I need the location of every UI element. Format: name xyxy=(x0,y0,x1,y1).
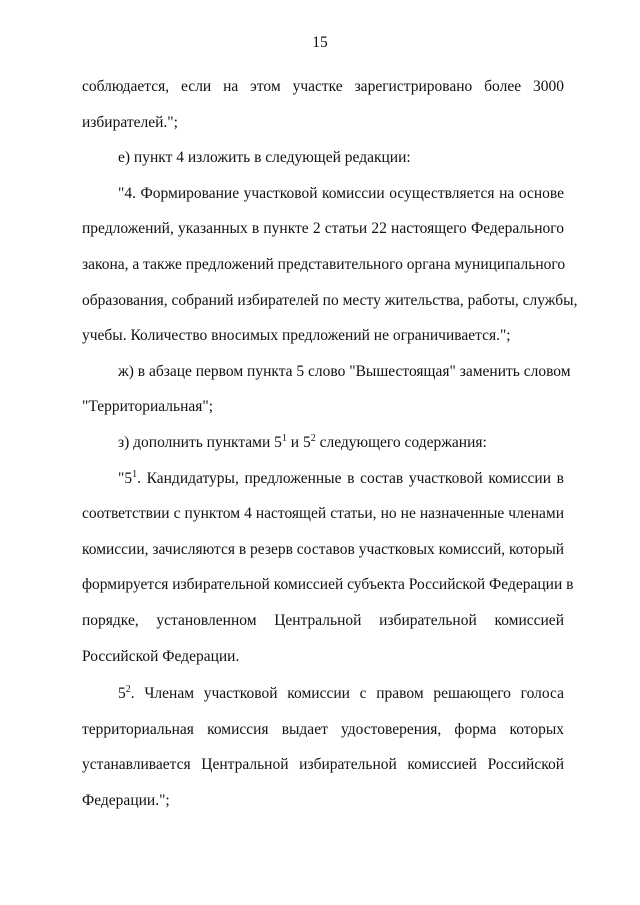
text-fragment: . Кандидатуры, предложенные в состав участковой комиссии в xyxy=(137,469,564,487)
text-line: порядке, установленном Центральной избирательной комиссией xyxy=(82,611,564,629)
paragraph-point-4 xyxy=(82,176,578,354)
text-fragment: "5 xyxy=(118,469,133,487)
paragraph-item-e xyxy=(82,140,564,176)
text-line: "Территориальная"; xyxy=(82,398,214,416)
text-line xyxy=(82,425,564,461)
superscript: 2 xyxy=(310,432,316,444)
superscript: 1 xyxy=(281,432,287,444)
text-line: соответствии с пунктом 4 настоящей статьи, но не назначенные членами xyxy=(82,505,564,523)
text-line: Федерации."; xyxy=(82,791,170,809)
paragraph-point-5-1 xyxy=(82,461,574,675)
text-line: "4. Формирование участковой комиссии осуществляется на основе xyxy=(118,184,564,202)
superscript: 2 xyxy=(125,683,131,695)
text-line: ж) в абзаце первом пункта 5 слово "Вышестоящая" заменить словом xyxy=(118,362,571,380)
text-fragment: 5 xyxy=(118,685,126,703)
text-line: Российской Федерации. xyxy=(82,647,240,665)
text-line: е) пункт 4 изложить в следующей редакции: xyxy=(118,149,411,167)
paragraph-item-z xyxy=(82,425,564,461)
text-line xyxy=(82,676,564,712)
text-line: соблюдается, если на этом участке зарегистрировано более 3000 xyxy=(82,78,564,95)
paragraph-continuation xyxy=(82,69,564,140)
text-line: избирателей."; xyxy=(82,113,178,131)
text-line: формируется избирательной комиссией субъекта Российской Федерации в xyxy=(82,576,574,594)
paragraph-item-zh xyxy=(82,354,571,425)
text-line: учебы. Количество вносимых предложений не ограничивается."; xyxy=(82,327,511,345)
text-fragment: з) дополнить пунктами 5 xyxy=(118,433,282,451)
document-body xyxy=(82,69,578,818)
text-line: предложений, указанных в пункте 2 статьи 22 настоящего Федерального xyxy=(82,220,564,238)
page-number: 15 xyxy=(312,34,328,51)
text-line: территориальная комиссия выдает удостоверения, форма которых xyxy=(82,720,564,738)
text-line: комиссии, зачисляются в резерв составов участковых комиссий, который xyxy=(82,540,565,558)
text-fragment: и 5 xyxy=(286,433,311,451)
text-line: устанавливается Центральной избирательной комиссией Российской xyxy=(82,756,564,774)
text-line: закона, а также предложений представительного органа муниципального xyxy=(82,255,566,273)
text-line: образования, собраний избирателей по месту жительства, работы, службы, xyxy=(82,291,578,309)
text-line xyxy=(82,461,564,497)
text-fragment: следующего содержания: xyxy=(315,433,487,451)
superscript: 1 xyxy=(132,468,138,480)
paragraph-point-5-2 xyxy=(82,676,564,818)
text-fragment: . Членам участковой комиссии с правом решающего голоса xyxy=(130,685,564,703)
